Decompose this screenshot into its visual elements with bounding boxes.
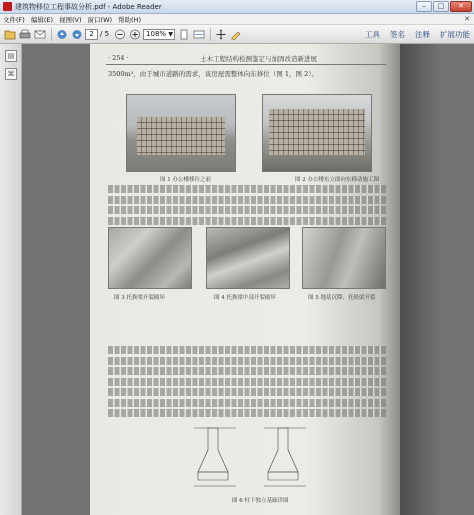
menu-view[interactable]: 视图(V) [59,15,82,24]
fit-width-icon[interactable] [192,28,205,41]
pdf-page [90,44,400,515]
page-number-label: · 254 · [108,54,129,62]
maximize-button[interactable]: □ [433,1,449,12]
running-head: 土木工程结构检测鉴定与加固改造新进展 [200,55,317,63]
menu-bar [0,14,474,25]
fit-page-icon[interactable] [177,28,190,41]
zoom-select[interactable] [143,29,175,40]
crack-photo-2 [206,227,290,289]
crack-photo-1 [108,227,192,289]
prev-page-icon[interactable] [55,28,68,41]
extended-button[interactable]: 扩展功能 [440,30,470,39]
figure-caption: 图 3 托换梁开裂破坏 [114,295,165,301]
figure-caption: 图 5 地基沉降、托换梁开裂 [308,295,376,301]
toolbar [0,25,474,44]
menu-edit[interactable]: 编辑(E) [30,15,53,24]
intro-text: 3500m²，由于城市道路的需求，该房屋需整体向东移位（图 1，图 2）。 [108,70,318,78]
open-icon[interactable] [3,28,16,41]
navigation-pane [0,44,22,515]
chevron-down-icon: ▼ [168,30,174,38]
minimize-button[interactable]: – [416,1,432,12]
title-bar [0,0,474,14]
attachments-icon[interactable]: ⌘ [5,68,17,80]
next-page-icon[interactable] [70,28,83,41]
building-photo-2 [262,94,372,172]
tools-button[interactable]: 工具 [365,30,380,39]
figure-caption: 图 2 办公楼东立面向东移动施工图 [295,177,379,183]
figure-caption: 图 6 柱下独立基础详图 [232,498,289,504]
pan-icon[interactable] [214,28,227,41]
figure-caption: 图 4 托换梁中部开裂破坏 [214,295,276,301]
body-paragraph [108,185,386,227]
crack-photo-3 [302,227,386,289]
sign-icon[interactable] [229,28,242,41]
menu-help[interactable]: 帮助(H) [118,15,141,24]
figure-caption: 图 1 办公楼移位之前 [160,177,211,183]
body-paragraph [108,346,386,420]
toolbar-separator [51,28,52,41]
zoom-value: 108% [146,29,167,38]
zoom-in-icon[interactable] [128,28,141,41]
print-icon[interactable] [18,28,31,41]
comment-button[interactable]: 注释 [415,30,430,39]
menu-window[interactable]: 窗口(W) [87,15,113,24]
page-total: / 5 [100,30,110,38]
close-document-icon[interactable]: ✕ [464,15,470,23]
email-icon[interactable] [33,28,46,41]
page-thumbnails-icon[interactable]: ▤ [5,50,17,62]
header-rule [106,64,386,65]
window-title: 建筑物移位工程事故分析.pdf - Adobe Reader [15,2,162,11]
page-number-input[interactable]: 2 [85,29,98,40]
menu-file[interactable]: 文件(F) [3,15,25,24]
close-button[interactable]: ✕ [450,1,472,12]
foundation-drawing [190,422,320,492]
building-photo-1 [126,94,236,172]
adobe-reader-icon [3,2,12,11]
page-shadow [400,44,440,515]
toolbar-separator [210,28,211,41]
zoom-out-icon[interactable] [113,28,126,41]
sign-button[interactable]: 签名 [390,30,405,39]
document-viewport[interactable] [22,44,474,515]
